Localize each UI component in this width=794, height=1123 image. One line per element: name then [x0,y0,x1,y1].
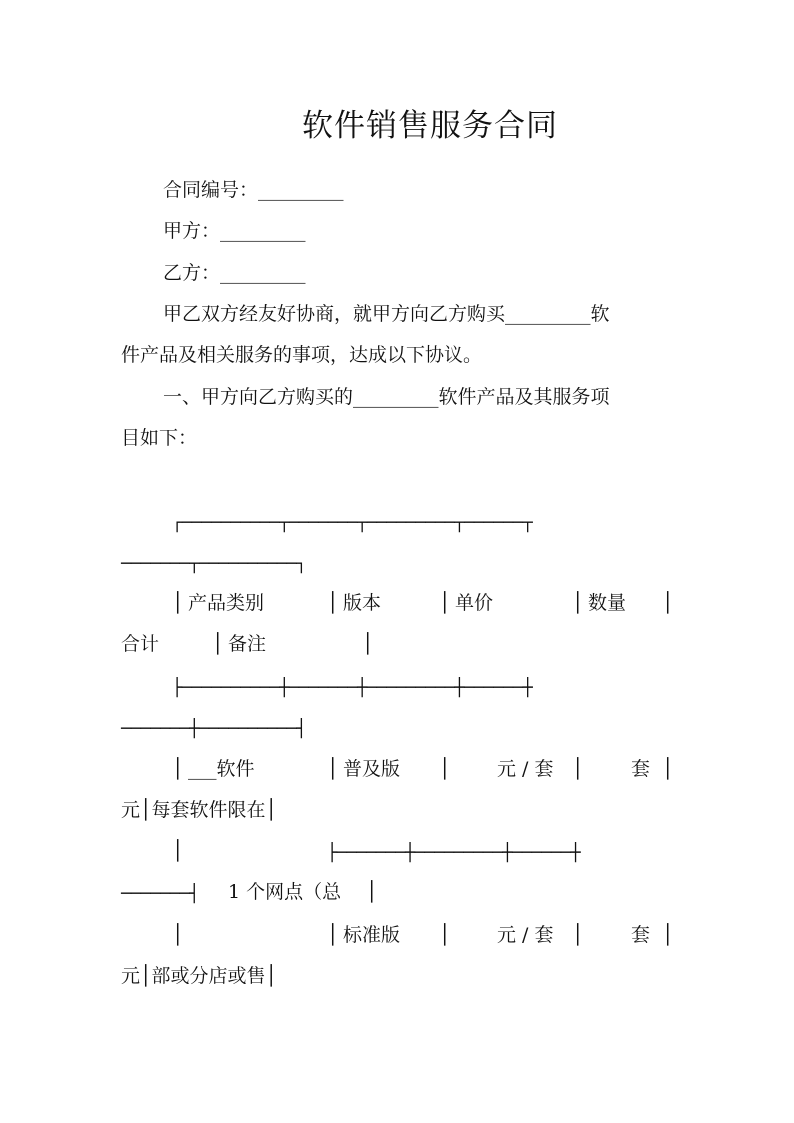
party-b: 乙方：_________ [163,262,306,284]
table-bar: │ [439,592,451,614]
intro-line-2: 件产品及相关服务的事项，达成以下协议。 [121,344,483,366]
table-separator-1a: ├──────────┼───────┼─────────┼──────┼ [172,678,533,698]
cell-quantity: 套 [631,758,651,780]
header-remarks: 备注 [228,633,267,655]
table-bar: │ [662,592,674,614]
table-bar: │ [572,924,584,946]
table-row-continued: 元│部或分店或售│ [121,965,277,987]
table-bar: │ [172,840,184,862]
table-bar: │ [439,924,451,946]
cell-product: ___软件 [188,758,255,780]
table-border-top-1: ┌──────────┬───────┬─────────┬──────┬ [172,513,533,533]
table-bar: │ [662,924,674,946]
table-bar: │ [662,758,674,780]
table-bar: │ [172,758,184,780]
table-bar: │ [366,881,378,903]
cell-remark-fragment: 1 个网点（总 [228,881,342,903]
table-row-continued: 元│每套软件限在│ [121,799,277,821]
intro-line-1: 甲乙双方经友好协商，就甲方向乙方购买_________软 [163,303,610,325]
table-bar: │ [327,592,339,614]
document-title: 软件销售服务合同 [302,108,558,144]
header-unit-price: 单价 [455,592,494,614]
table-separator-2a: ├───────┼─────────┼──────┼ [327,843,581,863]
table-bar: │ [572,592,584,614]
header-product-category: 产品类别 [188,592,265,614]
cell-version: 普及版 [343,758,401,780]
table-bar: │ [327,758,339,780]
party-a: 甲方：_________ [163,220,306,242]
header-version: 版本 [343,592,382,614]
table-bar: │ [572,758,584,780]
table-bar: │ [327,924,339,946]
clause-1-line-1: 一、甲方向乙方购买的_________软件产品及其服务项 [163,386,610,408]
table-border-top-2: ───────┬──────────┐ [121,554,306,574]
table-bar: │ [362,633,374,655]
header-quantity: 数量 [588,592,627,614]
table-separator-1b: ───────┼──────────┤ [121,719,306,739]
cell-unit-price: 元 / 套 [497,758,554,780]
table-separator-2b: ───────┤ [121,884,199,904]
clause-1-line-2: 目如下： [121,427,198,449]
contract-number: 合同编号：_________ [163,179,344,201]
table-bar: │ [172,592,184,614]
header-total: 合计 [121,633,160,655]
table-bar: │ [172,924,184,946]
cell-version: 标准版 [343,924,401,946]
cell-unit-price: 元 / 套 [497,924,554,946]
table-bar: │ [212,633,224,655]
cell-quantity: 套 [631,924,651,946]
table-bar: │ [439,758,451,780]
